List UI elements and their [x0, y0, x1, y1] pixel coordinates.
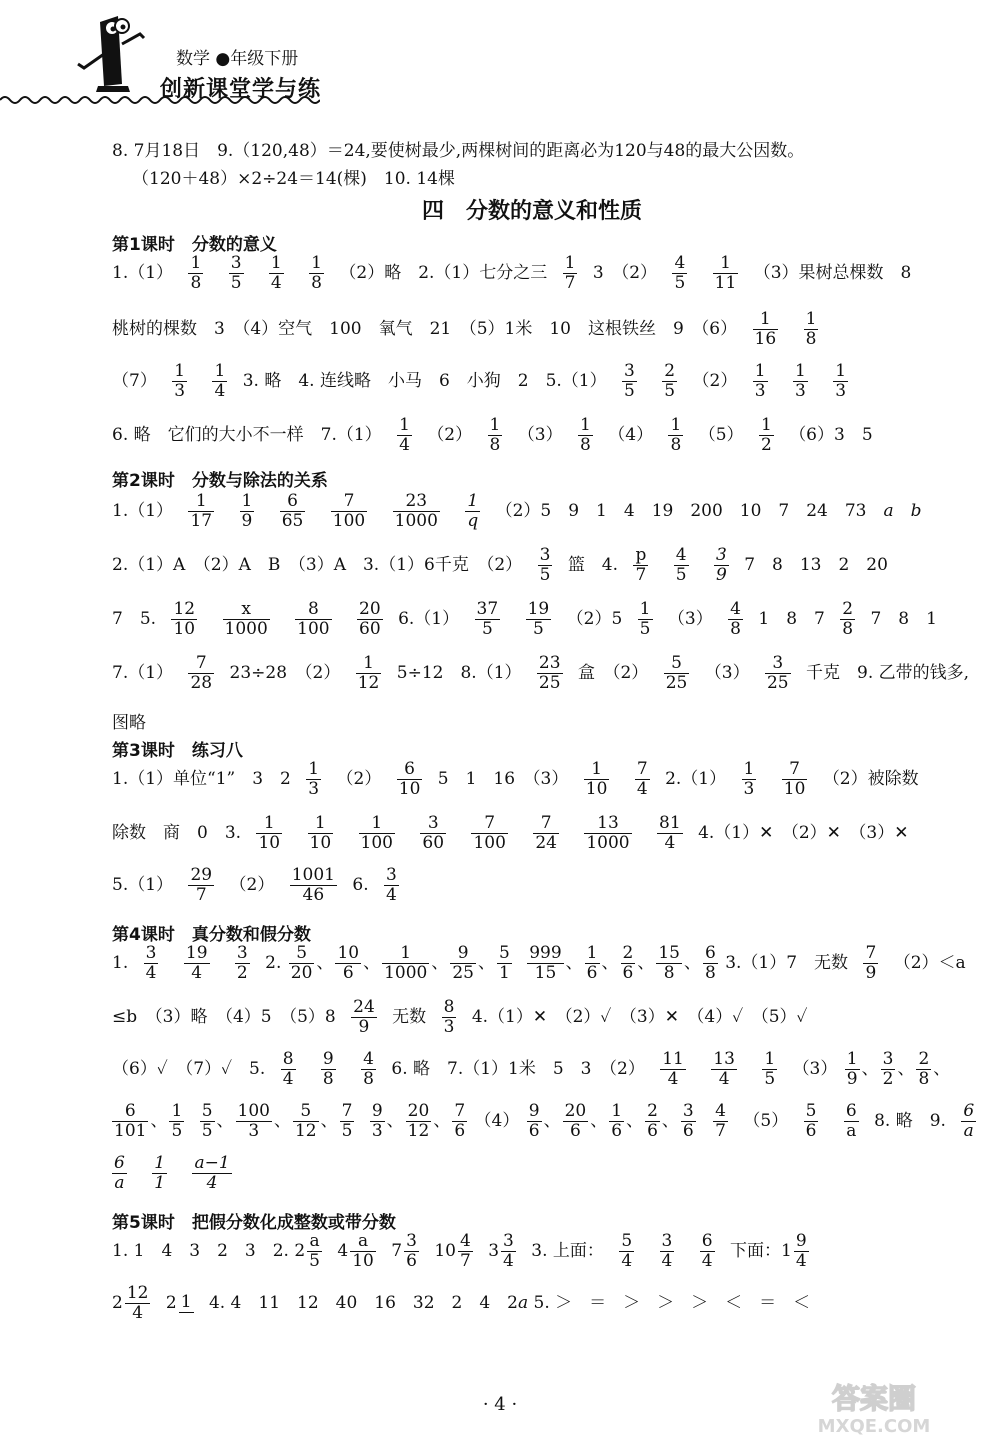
text: 1. — [112, 953, 129, 973]
fraction: $\frac{1}{8}$ — [805, 309, 817, 349]
fraction: $\frac{1}{9}$ — [846, 1049, 858, 1089]
text: 1.（1） — [112, 263, 174, 283]
fraction: $\frac{7}{100}$ — [332, 491, 366, 531]
text: 、 — [626, 1111, 644, 1131]
fraction: $\frac{12}{4}$ — [126, 1283, 149, 1323]
fraction: $\frac{1}{5}$ — [639, 599, 651, 639]
text: 无数 — [392, 1007, 427, 1027]
text: 、 — [477, 953, 495, 973]
fraction: $\frac{1}{10}$ — [309, 813, 332, 853]
text: 、 — [601, 953, 619, 973]
text: 除数 商 0 3. — [112, 823, 242, 843]
fraction: $\frac{1}{12}$ — [357, 653, 380, 693]
text: 7 — [391, 1241, 403, 1261]
text: ≤b （3）略 （4）5 （5）8 — [112, 1007, 336, 1027]
fraction: $\frac{1}{6}$ — [611, 1101, 623, 1141]
text: 、 — [320, 1111, 338, 1131]
fraction: $\frac{37}{5}$ — [476, 599, 499, 639]
text: 、 — [897, 1059, 915, 1079]
fraction: $\frac{7}{6}$ — [454, 1101, 466, 1141]
fraction: $\frac{3}{60}$ — [422, 813, 445, 853]
text: （2）被除数 — [822, 769, 919, 789]
page-number: · 4 · — [482, 1394, 518, 1415]
fraction: $\frac{20}{60}$ — [359, 599, 381, 639]
text: 、 — [590, 1111, 608, 1131]
fraction: $\frac{5}{1}$ — [498, 943, 510, 983]
text: 3.（1）7 无数 — [725, 953, 849, 973]
text: 、 — [433, 1111, 451, 1131]
fraction: $\frac{7}{28}$ — [190, 653, 213, 693]
fraction: $\frac{6}{4}$ — [701, 1231, 713, 1271]
fraction: $\frac{20}{12}$ — [407, 1101, 430, 1141]
answer-line — [112, 654, 969, 693]
fraction: $\frac{3}{5}$ — [539, 545, 551, 585]
text: 、 — [216, 1111, 234, 1131]
text: 1 8 7 — [758, 609, 825, 629]
answer-line — [112, 1102, 986, 1141]
fraction: $\frac{4}{8}$ — [730, 599, 741, 639]
text: （2） — [427, 425, 473, 445]
fraction: $\frac{19}{5}$ — [527, 599, 550, 639]
watermark-text: 答案圈 — [831, 1382, 917, 1415]
fraction: $\frac{999}{15}$ — [529, 943, 562, 983]
text: 3. 上面： — [531, 1241, 604, 1261]
text: 3 — [488, 1241, 500, 1261]
fraction: $\frac{1}{q}$ — [467, 491, 479, 531]
fraction: $\frac{6}{101}$ — [114, 1101, 147, 1141]
prev-section-line-1: 8. 7月18日 9.（120,48）＝24,要使树最少,两棵树间的距离必为120与48的最大公因数。 — [112, 141, 805, 161]
text: （5） — [698, 425, 744, 445]
text: （2）5 — [566, 609, 623, 629]
text: 4 — [337, 1241, 349, 1261]
lesson-1-title: 第1课时 分数的意义 — [112, 235, 277, 255]
text: a b — [883, 501, 922, 521]
text: 篮 4. — [567, 555, 619, 575]
fraction: $\frac{3}{25}$ — [766, 653, 789, 693]
answer-line — [112, 866, 409, 905]
answer-line — [112, 254, 911, 293]
fraction: $\frac{5}{6}$ — [805, 1101, 817, 1141]
fraction: $\frac{2}{8}$ — [918, 1049, 930, 1089]
text: （2）＜a — [893, 953, 966, 973]
answer-line — [112, 310, 828, 349]
fraction: $\frac{7}{9}$ — [865, 943, 877, 983]
fraction: $\frac{7}{10}$ — [783, 759, 806, 799]
text: （3） — [792, 1059, 838, 1079]
fraction: $\frac{9}{4}$ — [795, 1231, 807, 1271]
fraction: $\frac{2}{6}$ — [622, 943, 634, 983]
fraction: $\frac{3}{6}$ — [406, 1231, 417, 1271]
answer-line — [112, 1232, 811, 1271]
chapter-title: 四 分数的意义和性质 — [421, 199, 642, 224]
watermark-logo — [774, 1378, 974, 1436]
text: 6. 略 7.（1）1米 5 3 （2） — [391, 1059, 645, 1079]
fraction: $\frac{6}{8}$ — [704, 943, 716, 983]
fraction: $\frac{1}{8}$ — [580, 415, 591, 455]
answer-line — [112, 416, 873, 455]
fraction: $\frac{3}{4}$ — [386, 865, 397, 905]
text: （2）5 9 1 4 19 200 10 7 24 73 — [495, 501, 884, 521]
fraction: $\frac{1}{5}$ — [764, 1049, 776, 1089]
fraction: $\frac{1}{3}$ — [835, 361, 847, 401]
text: 7 5. — [112, 609, 157, 629]
fraction: $\frac{4}{8}$ — [363, 1049, 374, 1089]
text: （6）3 5 — [789, 425, 873, 445]
text: 、 — [933, 1059, 951, 1079]
fraction: $\frac{23}{1000}$ — [394, 491, 438, 531]
text: 7.（1） — [112, 663, 174, 683]
fraction: $\frac{6}{a}$ — [963, 1101, 975, 1141]
fraction: $\frac{19}{4}$ — [185, 943, 208, 983]
fraction: $\frac{9}{6}$ — [528, 1101, 540, 1141]
fraction: $\frac{23}{25}$ — [538, 653, 561, 693]
fraction: $\frac{5}{5}$ — [201, 1101, 213, 1141]
fraction: $\frac{1}{8}$ — [311, 253, 322, 293]
text: 、 — [861, 1059, 879, 1079]
lesson-3-title: 第3课时 练习八 — [112, 741, 243, 761]
fraction: $\frac{2}{6}$ — [647, 1101, 658, 1141]
answer-line — [112, 546, 888, 585]
text: （4） — [474, 1111, 520, 1131]
lesson-4-title: 第4课时 真分数和假分数 — [112, 925, 311, 945]
fraction: $\frac{1}{3}$ — [794, 361, 806, 401]
fraction: $\frac{7}{24}$ — [535, 813, 557, 853]
fraction: $\frac{1}{3}$ — [743, 759, 755, 799]
answer-line — [112, 1050, 950, 1089]
text: 、 — [661, 1111, 679, 1131]
fraction: $\frac{12}{10}$ — [173, 599, 196, 639]
fraction: $\frac{9}{3}$ — [371, 1101, 383, 1141]
fraction: $\frac{7}{100}$ — [473, 813, 506, 853]
header-series-title: 创新课堂学与练 — [160, 77, 322, 102]
fraction: $\frac{6}{a}$ — [845, 1101, 857, 1141]
fraction: $\frac{1}{4}$ — [270, 253, 282, 293]
fraction: $\frac{1}{8}$ — [190, 253, 202, 293]
fraction: $\frac{a-1}{4}$ — [194, 1153, 230, 1193]
fraction: $\frac{7}{5}$ — [341, 1101, 353, 1141]
fraction: $\frac{4}{5}$ — [674, 253, 686, 293]
fraction: $\frac{5}{4}$ — [621, 1231, 633, 1271]
fraction: $\frac{p}{7}$ — [635, 545, 647, 585]
text: 、 — [273, 1111, 291, 1131]
fraction: $\frac{1}{8}$ — [489, 415, 501, 455]
text: 2.（1）A （2）A B （3）A 3.（1）6千克 （2） — [112, 555, 523, 575]
text: （3）果树总棵数 8 — [753, 263, 912, 283]
text: 1. 1 4 3 2 3 2. — [112, 1241, 289, 1261]
fraction: $\frac{3}{2}$ — [882, 1049, 894, 1089]
fraction: $\frac{1}{3}$ — [754, 361, 766, 401]
text: 3 （2） — [592, 263, 658, 283]
text: 、 — [431, 953, 449, 973]
fraction: $\frac{1}{17}$ — [190, 491, 213, 531]
fraction: $\frac{1}{16}$ — [754, 309, 777, 349]
fraction: $\frac{13}{4}$ — [713, 1049, 735, 1089]
answer-line — [112, 492, 922, 531]
text: 6. — [352, 875, 369, 895]
text: 7 8 13 2 20 — [744, 555, 888, 575]
text: 2 — [165, 1293, 177, 1313]
fraction: $\frac{24}{9}$ — [353, 997, 375, 1037]
fraction: $\frac{3}{5}$ — [624, 361, 635, 401]
text: 7 8 1 — [870, 609, 937, 629]
text: 千克 9. 乙带的钱多, — [806, 663, 970, 683]
text: 5.（1） — [112, 875, 174, 895]
fraction: $\frac{x}{1000}$ — [224, 599, 268, 639]
fraction: 1 — [180, 1291, 192, 1312]
text: （2） — [229, 875, 275, 895]
fraction: $\frac{4}{5}$ — [675, 545, 687, 585]
text: 、 — [316, 953, 334, 973]
text: 1.（1） — [112, 501, 174, 521]
fraction: $\frac{11}{4}$ — [662, 1049, 684, 1089]
text: （6）✓ （7）✓ 5. — [112, 1059, 266, 1079]
page-header — [0, 0, 1000, 110]
fraction: $\frac{1001}{46}$ — [291, 865, 335, 905]
fraction: $\frac{1}{3}$ — [174, 361, 186, 401]
fraction: $\frac{3}{4}$ — [661, 1231, 673, 1271]
text: （5） — [743, 1111, 789, 1131]
fraction: $\frac{1}{1}$ — [154, 1153, 166, 1193]
lesson-5-title: 第5课时 把假分数化成整数或带分数 — [112, 1213, 396, 1233]
text: 4.（1）✕ （2）✓ （3）✕ （4）✓ （5）✓ — [471, 1007, 808, 1027]
fraction: $\frac{15}{8}$ — [658, 943, 680, 983]
fraction: $\frac{7}{4}$ — [636, 759, 648, 799]
text: （2） — [692, 371, 738, 391]
fraction: $\frac{1}{1000}$ — [384, 943, 428, 983]
fraction: $\frac{4}{7}$ — [459, 1231, 471, 1271]
text: 8. 略 9. — [874, 1111, 946, 1131]
text: 1.（1）单位“1” 3 2 — [112, 769, 291, 789]
fraction: $\frac{3}{2}$ — [236, 943, 248, 983]
answer-line — [112, 998, 808, 1037]
fraction: $\frac{3}{4}$ — [145, 943, 157, 983]
answer-line — [112, 814, 908, 853]
text: 5÷12 8.（1） — [396, 663, 522, 683]
answer-line — [112, 760, 919, 799]
fraction: $\frac{13}{1000}$ — [586, 813, 630, 853]
fraction: $\frac{5}{20}$ — [290, 943, 313, 983]
text: 、 — [363, 953, 381, 973]
fraction: $\frac{20}{6}$ — [564, 1101, 587, 1141]
answer-line — [112, 1284, 810, 1323]
fraction: $\frac{1}{3}$ — [308, 759, 320, 799]
fraction: $\frac{4}{7}$ — [715, 1101, 726, 1141]
answer-line — [112, 362, 858, 401]
lesson-2-title: 第2课时 分数与除法的关系 — [112, 471, 328, 491]
fraction: $\frac{1}{4}$ — [399, 415, 410, 455]
text: 23÷28 （2） — [229, 663, 341, 683]
text: 、 — [683, 953, 701, 973]
fraction: $\frac{81}{4}$ — [659, 813, 681, 853]
text: a — [517, 1293, 529, 1313]
text: 、 — [565, 953, 583, 973]
fraction: $\frac{9}{25}$ — [452, 943, 474, 983]
fraction: $\frac{3}{4}$ — [503, 1231, 514, 1271]
text: 、 — [386, 1111, 404, 1131]
fraction: $\frac{1}{10}$ — [258, 813, 281, 853]
fraction: $\frac{1}{100}$ — [360, 813, 393, 853]
fraction: $\frac{1}{2}$ — [760, 415, 772, 455]
fraction: $\frac{9}{8}$ — [322, 1049, 334, 1089]
answer-line: 图略 — [112, 713, 146, 733]
fraction: $\frac{1}{9}$ — [241, 491, 253, 531]
text: 2.（1） — [665, 769, 727, 789]
fraction: $\frac{3}{9}$ — [715, 545, 727, 585]
watermark-url: MXQE.COM — [817, 1416, 931, 1436]
fraction: $\frac{8}{3}$ — [443, 997, 455, 1037]
fraction: $\frac{3}{5}$ — [230, 253, 242, 293]
text: 盒 （2） — [577, 663, 649, 683]
fraction: $\frac{8}{4}$ — [282, 1049, 294, 1089]
text: （4） — [608, 425, 654, 445]
fraction: $\frac{1}{4}$ — [214, 361, 226, 401]
text: 下面：1 — [730, 1241, 792, 1261]
fraction: $\frac{1}{7}$ — [564, 253, 576, 293]
text: 、 — [150, 1111, 168, 1131]
fraction: $\frac{100}{3}$ — [237, 1101, 270, 1141]
text: 5 1 16 （3） — [437, 769, 569, 789]
text: 4. 4 11 12 40 16 32 2 4 2 — [208, 1293, 518, 1313]
text: （3） — [704, 663, 750, 683]
fraction: $\frac{2}{8}$ — [842, 599, 854, 639]
fraction: $\frac{6}{a}$ — [114, 1153, 125, 1193]
text: （2） — [336, 769, 382, 789]
fraction: $\frac{6}{65}$ — [281, 491, 304, 531]
text: （3） — [667, 609, 713, 629]
answer-line — [112, 600, 937, 639]
text: 10 — [434, 1241, 456, 1261]
wave-decoration-icon — [0, 92, 320, 108]
text: 3. 略 4. 连线略 小马 6 小狗 2 5.（1） — [242, 371, 607, 391]
fraction: $\frac{8}{100}$ — [297, 599, 330, 639]
header-subject: 数学 ●年级下册 — [176, 49, 299, 69]
answer-line — [112, 944, 966, 983]
text: 2 — [112, 1293, 123, 1313]
fraction: $\frac{1}{5}$ — [171, 1101, 183, 1141]
text: 6.（1） — [398, 609, 460, 629]
mascot-number-one-icon — [70, 14, 150, 100]
fraction: $\frac{1}{6}$ — [586, 943, 598, 983]
fraction: $\frac{2}{5}$ — [664, 361, 676, 401]
fraction: $\frac{3}{6}$ — [682, 1101, 694, 1141]
fraction: $\frac{5}{25}$ — [665, 653, 688, 693]
text: 桃树的棵数 3 （4）空气 100 氧气 21 （5）1米 10 这根铁丝 9 （6） — [112, 319, 738, 339]
fraction: $\frac{29}{7}$ — [190, 865, 213, 905]
text: 2. — [265, 953, 282, 973]
text: （2）略 2.（1）七分之三 — [339, 263, 548, 283]
text: 4.（1）✕ （2）✕ （3）✕ — [698, 823, 909, 843]
prev-section-line-2: （120＋48）×2÷24＝14(棵) 10. 14棵 — [132, 169, 455, 189]
fraction: $\frac{a}{10}$ — [352, 1231, 374, 1271]
text: 、 — [637, 953, 655, 973]
text: 、 — [543, 1111, 561, 1131]
fraction: $\frac{6}{10}$ — [398, 759, 421, 799]
text: 5. ＞ ＝ ＞ ＞ ＞ ＜ ＝ ＜ — [533, 1293, 811, 1313]
text: （7） — [112, 371, 157, 391]
fraction: $\frac{1}{8}$ — [670, 415, 682, 455]
fraction: $\frac{1}{10}$ — [585, 759, 608, 799]
fraction: $\frac{5}{12}$ — [294, 1101, 317, 1141]
fraction: $\frac{1}{11}$ — [714, 253, 737, 293]
text: 6. 略 它们的大小不一样 7.（1） — [112, 425, 382, 445]
fraction: $\frac{a}{5}$ — [309, 1231, 320, 1271]
answer-line — [112, 1154, 242, 1193]
text: （3） — [517, 425, 563, 445]
fraction: $\frac{10}{6}$ — [337, 943, 360, 983]
text: 2 — [294, 1241, 306, 1261]
